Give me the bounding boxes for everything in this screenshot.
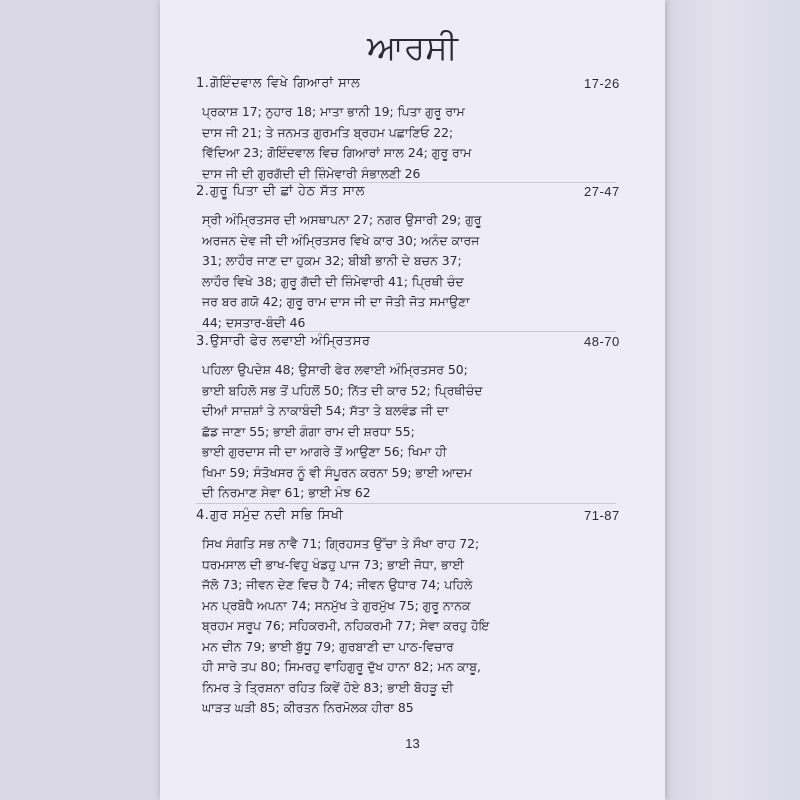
- entry-line: ਭਾਈ ਗੁਰਦਾਸ ਜੀ ਦਾ ਆਗਰੇ ਤੋਂ ਆਉਣਾ 56; ਖਿਮਾ ਹੀ: [202, 444, 447, 459]
- toc-section-4: [196, 508, 620, 719]
- entry-line: ਧਰਮਸਾਲ ਦੀ ਭਾਖ-ਵਿਹੁ ਖੰਡਹੁ ਪਾਜ 73; ਭਾਈ ਜੋਧਾ, ਭਾਈ: [202, 556, 464, 572]
- section-heading: [196, 76, 620, 102]
- entry-line: ਬ੍ਰਹਮ ਸਰੂਪ 76; ਸਹਿਕਰਮੀ, ਨਹਿਕਰਮੀ 77; ਸੇਵਾ ਕਰਹੁ ਹੋਇ: [202, 618, 490, 633]
- entry-line: ਨਿਮਰ ਤੇ ਤ੍ਰਿਸ਼ਨਾ ਰਹਿਤ ਕਿਵੇਂ ਹੋਏ 83; ਭਾਈ ਬੋਹੜੂ ਦੀ: [202, 679, 454, 695]
- toc-section-3: [196, 334, 620, 504]
- entry-line: ਪਹਿਲਾ ਉਪਦੇਸ਼ 48; ਉਸਾਰੀ ਫੇਰ ਲਵਾਈ ਅੰਮ੍ਰਿਤਸਰ 50;: [202, 362, 468, 377]
- entry-line: ਦਾਸ ਜੀ ਦੀ ਗੁਰਗੱਦੀ ਦੀ ਜ਼ਿੰਮੇਵਾਰੀ ਸੰਭਾਲਣੀ 26: [202, 165, 421, 181]
- section-divider: [196, 182, 616, 183]
- section-entries: [202, 534, 570, 719]
- section-title: ਉਸਾਰੀ ਫੇਰ ਲਵਾਈ ਅੰਮ੍ਰਿਤਸਰ: [210, 334, 371, 349]
- section-title: ਗੁਰ ਸਮੁੰਦ ਨਦੀ ਸਭਿ ਸਿਖੀ: [210, 508, 344, 523]
- section-page-range: 27-47: [584, 184, 620, 199]
- section-heading: [196, 508, 620, 534]
- entry-line: ਦਾਸ ਜੀ 21; ਤੇ ਜਨਮਤ ਗੁਰਮਤਿ ਬ੍ਰਹਮ ਪਛਾਣਿਓ 22;: [202, 124, 454, 140]
- entry-line: ਮਨ ਦੀਨ 79; ਭਾਈ ਬੁੱਧੂ 79; ਗੁਰਬਾਣੀ ਦਾ ਪਾਠ-ਵਿਚਾਰ: [202, 638, 454, 654]
- entry-line: ਦੀ ਨਿਰਮਾਣ ਸੇਵਾ 61; ਭਾਈ ਮੰਝ 62: [202, 485, 371, 500]
- section-number: 2.: [196, 184, 210, 199]
- toc-section-2: [196, 184, 620, 333]
- entry-line: ਘਾੜਤ ਘੜੀ 85; ਕੀਰਤਨ ਨਿਰਮੋਲਕ ਹੀਰਾ 85: [202, 700, 414, 715]
- entry-line: 31; ਲਾਹੌਰ ਜਾਣ ਦਾ ਹੁਕਮ 32; ਬੀਬੀ ਭਾਨੀ ਦੇ ਬਚਨ 37;: [202, 253, 462, 268]
- entry-line: ਜੱਲੋ 73; ਜੀਵਨ ਦੇਣ ਵਿਚ ਹੈ 74; ਜੀਵਨ ਉਧਾਰ 74; ਪਹਿਲੇ: [202, 577, 473, 592]
- section-divider: [196, 331, 616, 332]
- entry-line: 44; ਦਸਤਾਰ-ਬੰਦੀ 46: [202, 314, 306, 330]
- section-entries: [202, 360, 570, 504]
- entry-line: ਦੀਆਂ ਸਾਜ਼ਸ਼ਾਂ ਤੇ ਨਾਕਾਬੰਦੀ 54; ਸੱਤਾ ਤੇ ਬਲਵੰਡ ਜੀ ਦਾ: [202, 403, 449, 418]
- entry-line: ਸ੍ਰੀ ਅੰਮ੍ਰਿਤਸਰ ਦੀ ਅਸਥਾਪਨਾ 27; ਨਗਰ ਉਸਾਰੀ 29; ਗੁਰੂ: [202, 212, 482, 227]
- section-title: ਗੋਇੰਦਵਾਲ ਵਿਖੇ ਗਿਆਰਾਂ ਸਾਲ: [210, 76, 361, 91]
- page-title: ਆਰਸੀ: [367, 28, 458, 68]
- entry-line: ਛੱਡ ਜਾਣਾ 55; ਭਾਈ ਗੰਗਾ ਰਾਮ ਦੀ ਸ਼ਰਧਾ 55;: [202, 423, 415, 439]
- section-page-range: 48-70: [584, 334, 620, 349]
- section-title: ਗੁਰੂ ਪਿਤਾ ਦੀ ਛਾਂ ਹੇਠ ਸੱਤ ਸਾਲ: [210, 184, 365, 199]
- entry-line: ਭਾਈ ਬਹਿਲੋ ਸਭ ਤੋਂ ਪਹਿਲੋਂ 50; ਨਿੱਤ ਦੀ ਕਾਰ 52; ਪ੍ਰਿਥੀਚੰਦ: [202, 382, 483, 398]
- entry-line: ਮਨ ਪ੍ਰਬੋਧੈ ਅਪਨਾ 74; ਸਨਮੁੱਖ ਤੇ ਗੁਰਮੁੱਖ 75; ਗੁਰੂ ਨਾਨਕ: [202, 597, 471, 613]
- section-heading: [196, 334, 620, 360]
- section-number: 3.: [196, 334, 210, 349]
- adjacent-page-edge: [665, 0, 800, 800]
- section-divider: [196, 503, 616, 504]
- entry-line: ਜਰ ਬਰ ਗਯੋ 42; ਗੁਰੂ ਰਾਮ ਦਾਸ ਜੀ ਦਾ ਜੋਤੀ ਜੋਤ ਸਮਾਉਣਾ: [202, 294, 470, 309]
- book-page: [160, 0, 665, 800]
- entry-line: ਖਿਮਾ 59; ਸੰਤੋਖਸਰ ਨੂੰ ਵੀ ਸੰਪੂਰਨ ਕਰਨਾ 59; ਭਾਈ ਆਦਮ: [202, 464, 472, 480]
- section-entries: [202, 210, 570, 333]
- entry-line: ਸਿਖ ਸੰਗਤਿ ਸਭ ਨਾਵੈ 71; ਗ੍ਰਿਹਸਤ ਉੱਚਾ ਤੇ ਸੌਖਾ ਰਾਹ 72;: [202, 536, 480, 551]
- entry-line: ਪ੍ਰਕਾਸ਼ 17; ਨੁਹਾਰ 18; ਮਾਤਾ ਭਾਨੀ 19; ਪਿਤਾ ਗੁਰੂ ਰਾਮ: [202, 104, 465, 119]
- entry-line: ਅਰਜਨ ਦੇਵ ਜੀ ਦੀ ਅੰਮ੍ਰਿਤਸਰ ਵਿਖੇ ਕਾਰ 30; ਅਨੰਦ ਕਾਰਜ: [202, 232, 480, 248]
- section-entries: [202, 102, 570, 184]
- page-number: 13: [405, 736, 420, 751]
- section-number: 4.: [196, 508, 210, 523]
- section-number: 1.: [196, 76, 210, 91]
- entry-line: ਵਿੱਦਿਆ 23; ਗੋਇੰਦਵਾਲ ਵਿਚ ਗਿਆਰਾਂ ਸਾਲ 24; ਗੁਰੂ ਰਾਮ: [202, 145, 472, 160]
- toc-section-1: [196, 76, 620, 184]
- entry-line: ਲਾਹੌਰ ਵਿਖੇ 38; ਗੁਰੂ ਗੱਦੀ ਦੀ ਜ਼ਿੰਮੇਵਾਰੀ 41; ਪ੍ਰਿਥੀ ਚੰਦ: [202, 273, 464, 289]
- entry-line: ਹੀ ਸਾਰੇ ਤਪ 80; ਸਿਮਰਹੁ ਵਾਹਿਗੁਰੂ ਦੁੱਖ ਹਾਨਾ 82; ਮਨ ਕਾਬੂ,: [202, 659, 481, 674]
- section-page-range: 71-87: [584, 508, 620, 523]
- section-heading: [196, 184, 620, 210]
- section-page-range: 17-26: [584, 76, 620, 91]
